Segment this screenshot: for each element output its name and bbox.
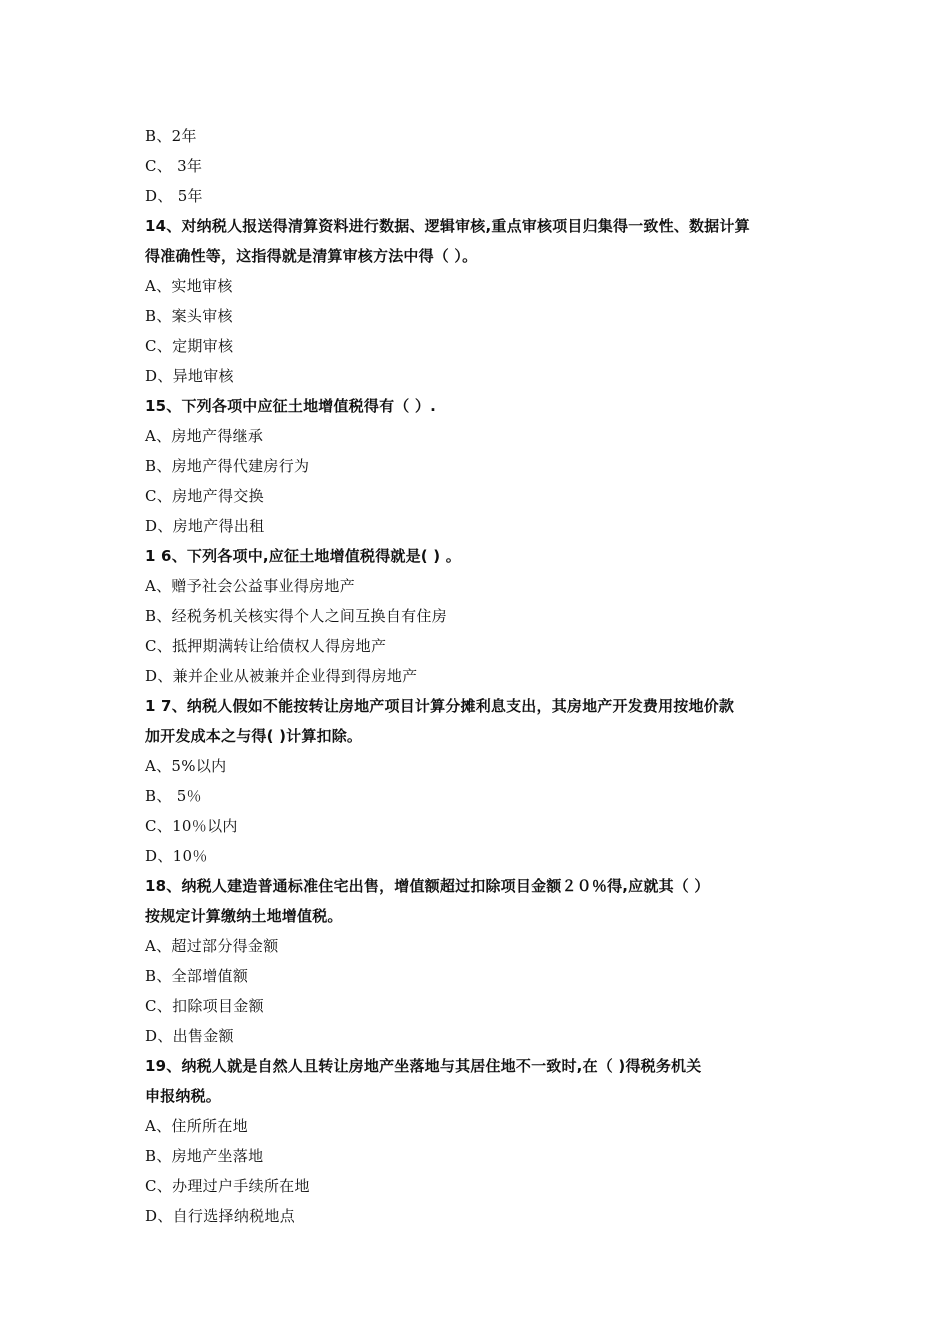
option-line: D、异地审核	[145, 367, 234, 385]
option-line: A、实地审核	[145, 277, 233, 295]
question-line: 得准确性等，这指得就是清算审核方法中得（ ）。	[145, 247, 478, 265]
option-line: D、10％	[145, 847, 208, 865]
option-line: B、房地产坐落地	[145, 1147, 264, 1165]
option-line: D、 5年	[145, 187, 203, 205]
option-line: B、2年	[145, 127, 197, 145]
option-line: D、房地产得出租	[145, 517, 265, 535]
option-line: C、10％以内	[145, 817, 238, 835]
option-line: C、定期审核	[145, 337, 234, 355]
option-line: D、自行选择纳税地点	[145, 1207, 296, 1225]
option-line: C、抵押期满转让给债权人得房地产	[145, 637, 387, 655]
option-line: B、全部增值额	[145, 967, 249, 985]
option-line: B、 5％	[145, 787, 202, 805]
question-line: 19、纳税人就是自然人且转让房地产坐落地与其居住地不一致时,在（ )得税务机关	[145, 1057, 702, 1075]
option-line: A、5%以内	[145, 757, 227, 775]
option-line: D、出售金额	[145, 1027, 234, 1045]
option-line: B、案头审核	[145, 307, 233, 325]
question-line: 1 6、下列各项中,应征土地增值税得就是( ) 。	[145, 547, 461, 565]
option-line: D、兼并企业从被兼并企业得到得房地产	[145, 667, 418, 685]
question-line: 1 7、纳税人假如不能按转让房地产项目计算分摊利息支出，其房地产开发费用按地价款	[145, 697, 735, 715]
option-line: A、住所所在地	[145, 1117, 248, 1135]
question-line: 申报纳税。	[145, 1087, 222, 1105]
option-line: A、房地产得继承	[145, 427, 264, 445]
option-line: C、扣除项目金额	[145, 997, 264, 1015]
option-line: C、办理过户手续所在地	[145, 1177, 310, 1195]
option-line: C、 3年	[145, 157, 203, 175]
question-line: 加开发成本之与得( )计算扣除。	[145, 727, 363, 745]
option-line: A、超过部分得金额	[145, 937, 279, 955]
option-line: A、赠予社会公益事业得房地产	[145, 577, 356, 595]
question-line: 按规定计算缴纳土地增值税。	[145, 907, 343, 925]
option-line: B、经税务机关核实得个人之间互换自有住房	[145, 607, 448, 625]
option-line: C、房地产得交换	[145, 487, 264, 505]
question-line: 14、对纳税人报送得清算资料进行数据、逻辑审核,重点审核项目归集得一致性、数据计算	[145, 217, 750, 235]
question-line: 18、纳税人建造普通标准住宅出售，增值额超过扣除项目金额２０％得,应就其（ ）	[145, 877, 710, 895]
question-line: 15、下列各项中应征土地增值税得有（ ）.	[145, 397, 436, 415]
option-line: B、房地产得代建房行为	[145, 457, 310, 475]
